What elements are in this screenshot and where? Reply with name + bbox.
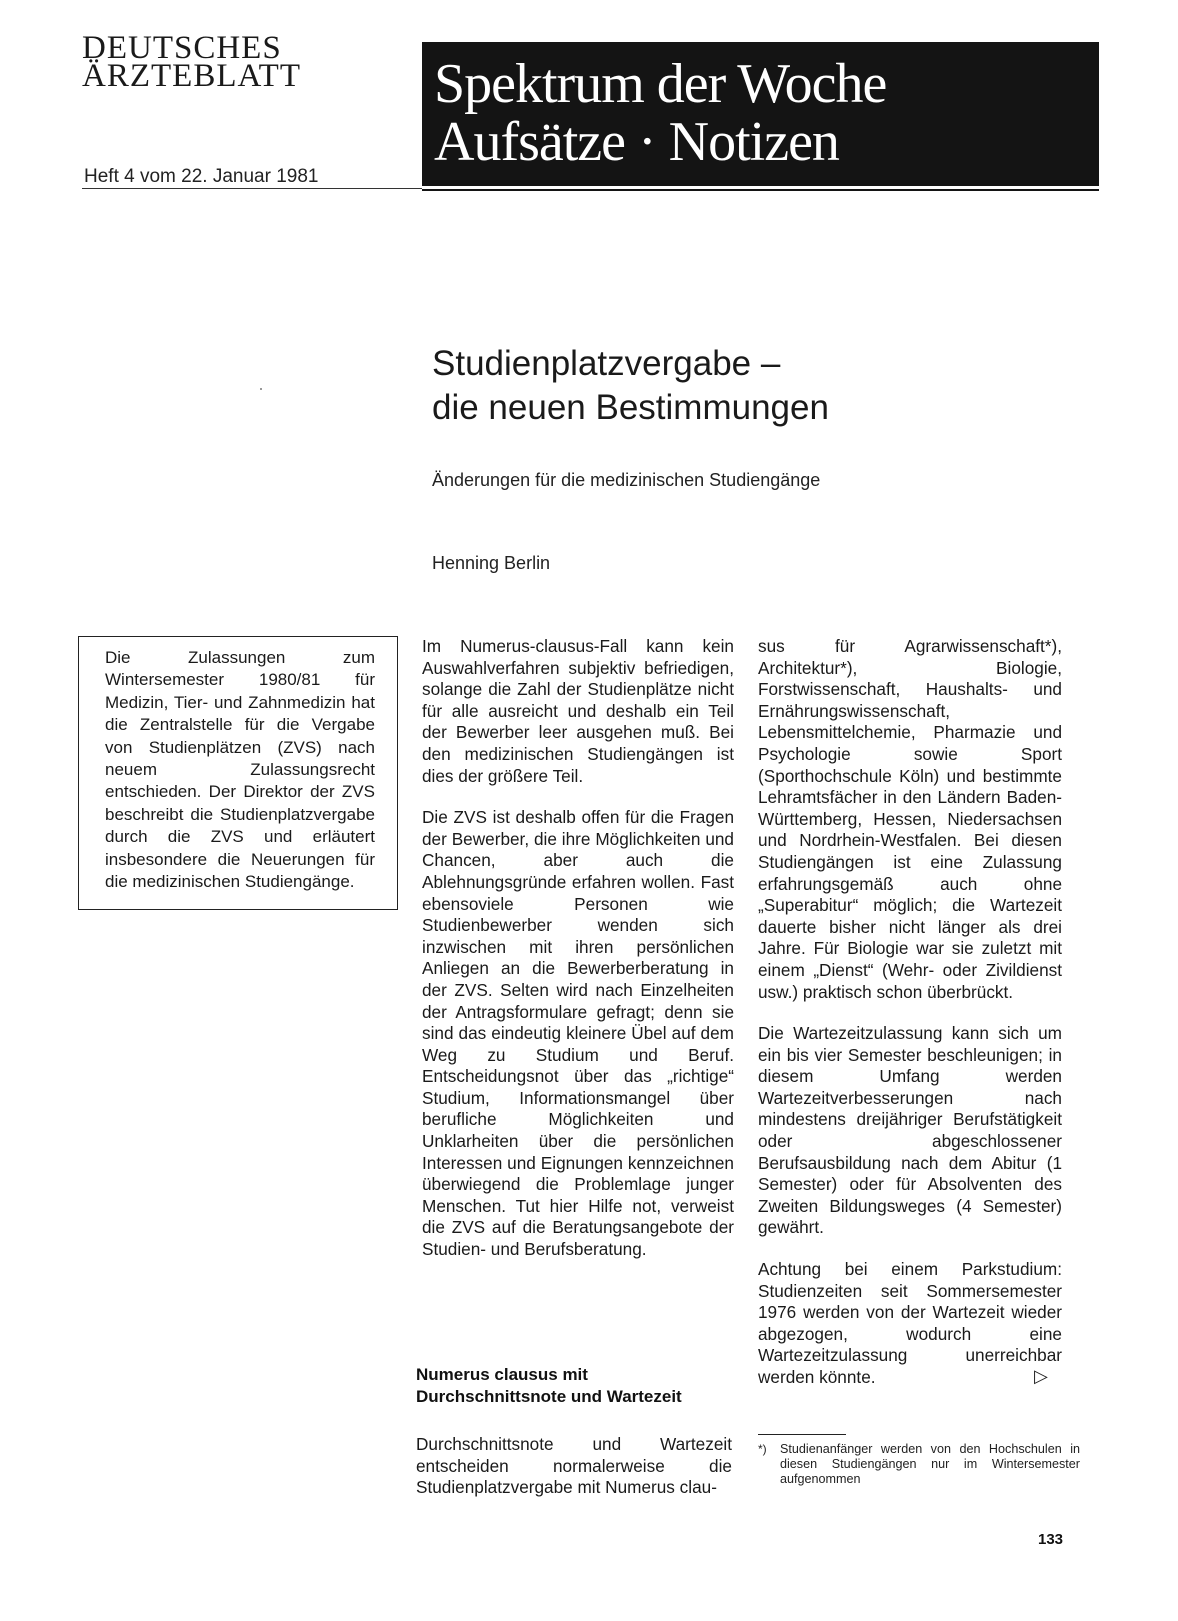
intro-text: Die Zulassungen zum Wintersemester 1980/81 für Medizin, Tier- und Zahnmedizin hat die Zentralstelle für die Vergabe von Studienplätzen (ZVS) nach neuem Zulassungsrecht entschieden. Der Direktor der ZVS beschreibt die Studienplatzvergabe durch die ZVS und erläutert insbesondere die Neuerungen für die medizinischen Studiengänge. [105, 648, 375, 892]
column2-paragraph-3: Durchschnittsnote und Wartezeit entscheiden normalerweise die Studienplatzvergabe mit Numerus clau- [416, 1434, 732, 1498]
footnote-rule [758, 1434, 846, 1435]
masthead-rule-left [82, 188, 422, 189]
column-2-continued [416, 1434, 732, 1499]
column-2 [422, 636, 734, 1261]
journal-name [82, 30, 412, 94]
column3-paragraph-1: sus für Agrarwissenschaft*), Architektur*), Biologie, Forstwissenschaft, Haushalts- und Ernährungswissenschaft, Lebensmittelchemie, Pharmazie und Psychologie sowie Sport (Sporthochschule Köln) und bestimmte Lehramtsfächer in den Ländern Baden-Württemberg, Hessen, Niedersachsen und Nordrhein-Westfalen. Bei diesen Studiengängen ist eine Zulassung erfahrungsgemäß auch ohne „Superabitur“ möglich; die Wartezeit dauerte bisher nicht länger als drei Jahre. Für Biologie war sie zuletzt mit einem „Dienst“ (Wehr- oder Zivildienst usw.) praktisch schon überbrückt. [758, 636, 1062, 1002]
column2-paragraph-2: Die ZVS ist deshalb offen für die Fragen der Bewerber, die ihre Möglichkeiten und Chancen, aber auch die Ablehnungsgründe erfahren wollen. Fast ebensoviele Personen wie Studienbewerber wenden sich inzwischen mit ihren persönlichen Anliegen an die Bewerberberatung in der ZVS. Selten wird nach Einzelheiten der Antragsformulare gefragt; denn sie sind das eindeutig kleinere Übel auf dem Weg zu Studium und Beruf. Entscheidungsnot über das „richtige“ Studium, Informationsmangel über berufliche Möglichkeiten und Unklarheiten über die persönlichen Interessen und Eignungen kennzeichnen überwiegend die Problemlage junger Menschen. Tut hier Hilfe not, verweist die ZVS auf die Beratungsangebote der Studien- und Berufsberatung. [422, 807, 734, 1260]
column-3 [758, 636, 1062, 1389]
page-number: 133 [1038, 1531, 1064, 1548]
banner-line2: Aufsätze · Notizen [434, 111, 839, 173]
subheading-line1: Numerus clausus mit [416, 1365, 588, 1384]
column2-paragraph-1: Im Numerus-clausus-Fall kann kein Auswahlverfahren subjektiv befriedigen, solange die Zahl der Studienplätze nicht für alle ausreicht und deshalb ein Teil der Bewerber leer ausgehen muß. Bei den medizinischen Studiengängen ist dies der größere Teil. [422, 636, 734, 786]
journal-name-line2: ÄRZTEBLATT [82, 58, 301, 94]
masthead-rule-right [422, 189, 1099, 191]
banner-line1: Spektrum der Woche [434, 53, 887, 115]
intro-box [78, 636, 398, 910]
print-speck [260, 388, 262, 390]
continue-arrow-icon: ▷ [1034, 1366, 1048, 1386]
article-title [432, 342, 829, 430]
article-title-line2: die neuen Bestimmungen [432, 388, 829, 427]
section-banner [422, 42, 1099, 186]
article-author: Henning Berlin [432, 553, 551, 573]
article-subtitle: Änderungen für die medizinischen Studiengänge [432, 470, 821, 490]
issue-date: Heft 4 vom 22. Januar 1981 [84, 166, 319, 187]
column3-paragraph-2: Die Wartezeitzulassung kann sich um ein bis vier Semester beschleunigen; in diesem Umfang werden Wartezeitverbesserungen nach mindestens dreijähriger Berufstätigkeit oder abgeschlossener Berufsausbildung nach dem Abitur (1 Semester) oder für Absolventen des Zweiten Bildungsweges (4 Semester) gewährt. [758, 1023, 1062, 1238]
column3-paragraph-3: Achtung bei einem Parkstudium: Studienzeiten seit Sommersemester 1976 werden von der Wartezeit wieder abgezogen, wodurch eine Wartezeitzulassung unerreichbar werden könnte. [758, 1259, 1062, 1387]
footnote-text: Studienanfänger werden von den Hochschulen in diesen Studiengängen nur im Wintersemester aufgenommen [780, 1442, 1080, 1486]
article-title-line1: Studienplatzvergabe – [432, 344, 781, 383]
journal-name-line1: DEUTSCHES [82, 30, 282, 66]
section-subheading [416, 1364, 682, 1408]
subheading-line2: Durchschnittsnote und Wartezeit [416, 1387, 682, 1406]
footnote-mark: *) [758, 1442, 767, 1456]
